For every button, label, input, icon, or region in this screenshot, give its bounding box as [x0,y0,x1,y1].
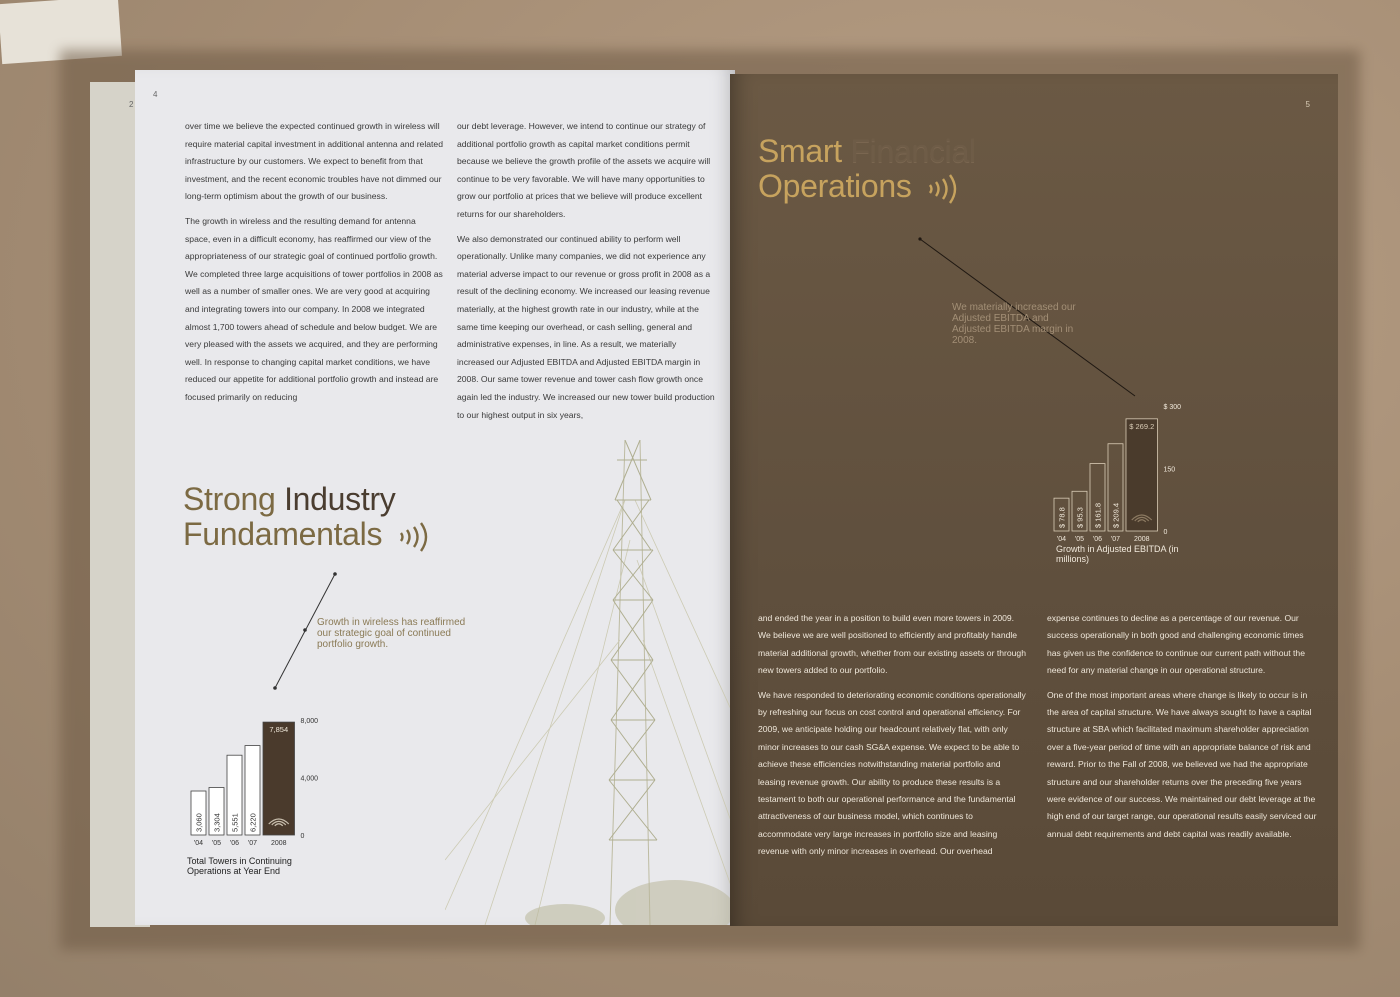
bar-value-label: 3,060 [194,813,204,832]
title-word: Operations [758,168,912,204]
paragraph: The growth in wireless and the resulting demand for antenna space, even in a difficult economy, has reaffirmed our view of the appropriateness of our strategic goal of continued portfolio growth. We completed three large acquisitions of tower portfolios in 2008 as well as a number of smaller ones. We are very good at acquiring and integrating towers into our company. In 2008 we integrated almost 1,700 towers ahead of schedule and below budget. We are very pleased with the assets we acquired, and they are performing well. In response to changing capital market conditions, we have reduced our appetite for additional portfolio growth and instead are focused primarily on reducing [185,215,443,402]
page-number: 5 [1305,100,1310,109]
bar-value-label: $ 95.3 [1075,507,1085,528]
x-tick-label: '05 [211,840,222,847]
left-page [129,70,735,925]
bar-value-label: 5,551 [230,813,240,832]
paragraph: One of the most important areas where change is likely to occur is in the area of capital structure. We have always sought to have a capital structure at SBA which facilitated maximum shareholder appreciation over a five-year period of time with an appropriate balance of risk and reward. Prior to the Fall of 2008, we believed we had the appropriate structure and our shareholder returns over the preceding five years were evidence of our success. We maintained our debt leverage at the high end of our target range, our operational results easily serviced our annual debt requirements and debt capital was readily available. [1047,689,1317,839]
callout-text: We materially increased our Adjusted EBITDA and Adjusted EBITDA margin in 2008. [952,302,1076,346]
body-text [758,610,1318,868]
paragraph: and ended the year in a position to build even more towers in 2009. We believe we are well positioned to efficiently and profitably handle material additional growth, whether from our existing assets or through new towers added to our portfolio. [758,613,1026,676]
title-word: Strong [183,481,285,517]
y-tick-label: 4,000 [300,775,319,783]
paragraph: over time we believe the expected continued growth in wireless will require material capital investment in additional antenna and related infrastructure by our customers. We expect to benefit from that investment, and the recent economic troubles have not dimmed our long-term optimism about the growth of our business. [185,121,443,202]
chart-caption: Total Towers in Continuing Operations at Year End [187,856,292,876]
x-tick-label: '04 [193,840,204,847]
y-tick-label: 0 [300,833,305,840]
chart-caption: Growth in Adjusted EBITDA (in millions) [1056,544,1179,564]
bar-value-label: 7,854 [269,725,289,735]
title-word: Fundamentals [183,516,383,552]
x-tick-label: '06 [1092,536,1103,543]
ebitda-bar-chart [1048,386,1248,546]
bar-value-label: $ 209.4 [1111,502,1121,528]
paragraph: our debt leverage. However, we intend to continue our strategy of additional portfolio growth as capital market conditions permit because we believe the growth profile of the assets we acquire will continue to be very favorable. We will have many opportunities to grow our portfolio at prices that we believe will produce excellent returns for our shareholders. [457,121,711,219]
title-word: Industry [284,481,396,517]
bar-value-label: $ 269.2 [1129,421,1155,431]
text-column-1 [758,610,1029,868]
page-number: 2 [129,100,134,109]
x-tick-label: 2008 [270,840,287,847]
paragraph: expense continues to decline as a percentage of our revenue. Our success operationally in both good and challenging economic times has given us the confidence to continue our current path without the need for any material change in our operational structure. [1047,613,1305,676]
x-tick-label: 2008 [1133,536,1150,543]
y-tick-label: 150 [1163,466,1176,474]
paragraph: We also demonstrated our continued ability to perform well operationally. Unlike many companies, we did not experience any material adverse impact to our revenue or gross profit in 2008 as a result of the declining economy. We increased our leasing revenue materially, at the highest growth rate in our industry, while at the same time keeping our overhead, or cash selling, general and administrative expenses, in line. As a result, we materially increased our Adjusted EBITDA and Adjusted EBITDA margin in 2008. Our same tower revenue and tower cash flow growth once again led the industry. We increased our new tower build production to our highest output in six years, [457,233,715,420]
bar-value-label: $ 161.8 [1093,502,1103,528]
bar-value-label: 3,304 [212,813,222,832]
callout-text: Growth in wireless has reaffirmed our strategic goal of continued portfolio growth. [317,617,466,650]
text-column-2 [1047,610,1318,868]
x-tick-label: '06 [229,840,240,847]
bar-value-label: $ 78.8 [1057,507,1067,528]
x-tick-label: '05 [1074,536,1085,543]
chart-bar [1126,419,1158,531]
chart-bar [263,722,295,835]
y-tick-label: 8,000 [300,718,319,725]
bar-value-label: 6,220 [248,813,258,832]
y-tick-label: 0 [1163,529,1168,536]
towers-bar-chart [185,690,365,850]
title-word: Smart [758,133,851,169]
book-spread [90,70,1340,930]
y-tick-label: $ 300 [1163,404,1182,411]
x-tick-label: '04 [1056,536,1067,543]
title-word: Financial [850,133,976,169]
x-tick-label: '07 [247,840,258,847]
right-page [730,74,1338,926]
x-tick-label: '07 [1110,536,1121,543]
page-number: 4 [153,90,158,99]
paragraph: We have responded to deteriorating economic conditions operationally by refreshing our focus on cost control and operational efficiency. For 2009, we anticipate holding our headcount relatively flat, with only minor increases to our cash SG&A expense. We expect to be able to achieve these efficiencies notwithstanding material portfolio and leasing revenue growth. Our ability to produce these results is a testament to both our operational performance and the fundamental attractiveness of our business model, which continues to accommodate very large increases in portfolio size and leasing revenue with only minor increases in overhead. Our overhead [758,689,1026,857]
